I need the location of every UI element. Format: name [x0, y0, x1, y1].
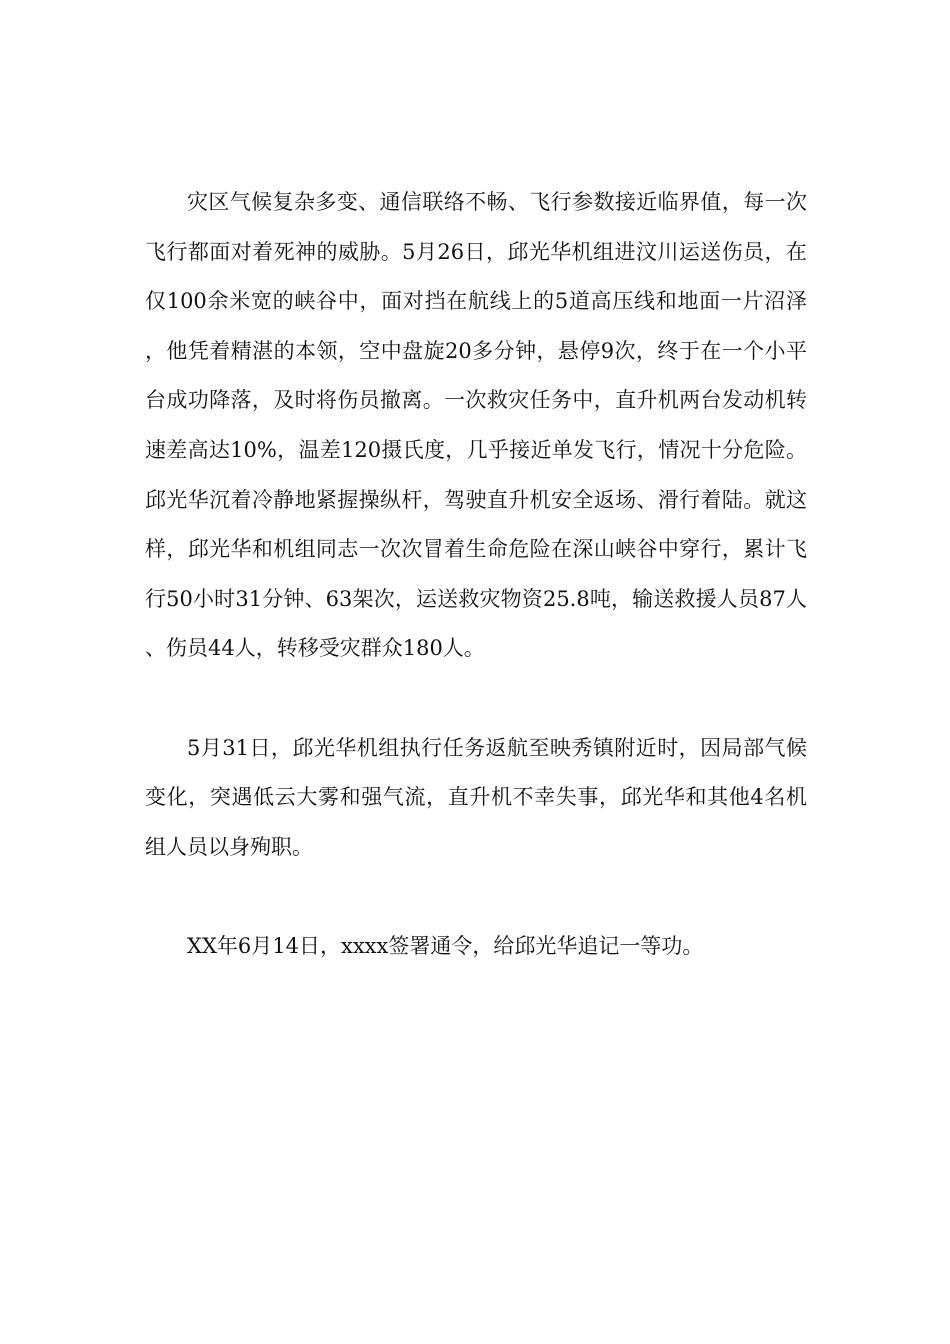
paragraph-spacer [145, 674, 807, 724]
paragraph-commendation: XX年6月14日，xxxx签署通令，给邱光华追记一等功。 [187, 933, 704, 958]
document-body [145, 178, 807, 972]
paragraph-spacer [145, 872, 807, 922]
paragraph-rescue-flights: 灾区气候复杂多变、通信联络不畅、飞行参数接近临界值，每一次飞行都面对着死神的威胁。5月26日，邱光华机组进汶川运送伤员，在仅100余米宽的峡谷中，面对挡在航线上的5道高压线和地面一片沼泽，他凭着精湛的本领，空中盘旋20多分钟，悬停9次，终于在一个小平台成功降落，及时将伤员撤离。一次救灾任务中，直升机两台发动机转速差高达10%，温差120摄氏度，几乎接近单发飞行，情况十分危险。邱光华沉着冷静地紧握操纵杆，驾驶直升机安全返场、滑行着陆。就这样，邱光华和机组同志一次次冒着生命危险在深山峡谷中穿行，累计飞行50小时31分钟、63架次，运送救灾物资25.8吨，输送救援人员87人、伤员44人，转移受灾群众180人。 [145, 190, 807, 661]
paragraph-crash: 5月31日，邱光华机组执行任务返航至映秀镇附近时，因局部气候变化，突遇低云大雾和强气流，直升机不幸失事，邱光华和其他4名机组人员以身殉职。 [145, 735, 807, 859]
